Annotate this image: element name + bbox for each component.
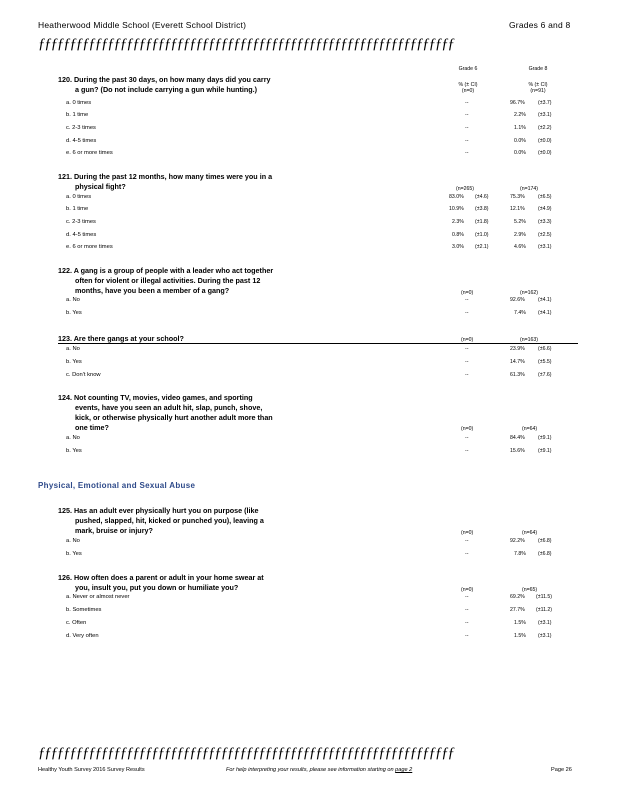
g8-ci: (±3.1): [538, 633, 552, 639]
grade6-stat: % (± CI): [458, 82, 478, 88]
g6-ci: (±2.1): [475, 244, 489, 250]
g8-ci: (±9.1): [538, 435, 552, 441]
g6-value: --: [465, 633, 469, 639]
g8-value: 7.8%: [514, 551, 526, 557]
g8-ci: (±7.6): [538, 372, 552, 378]
option-label: a. Never or almost never: [66, 594, 130, 600]
g8-n: (n=64): [522, 530, 538, 536]
section-heading: Physical, Emotional and Sexual Abuse: [38, 481, 196, 490]
g6-value: --: [465, 372, 469, 378]
g8-value: 2.2%: [514, 112, 526, 118]
g6-value: --: [465, 435, 469, 441]
g8-value: 92.2%: [510, 538, 525, 544]
option-label: a. No: [66, 297, 80, 303]
question-line: mark, bruise or injury?: [75, 526, 153, 535]
g6-n: (n=0): [461, 587, 474, 593]
g8-ci: (±3.7): [538, 100, 552, 106]
g8-ci: (±4.9): [538, 206, 552, 212]
question-121: [58, 172, 272, 192]
grade8-title: Grade 8: [528, 66, 548, 72]
g6-value: --: [465, 538, 469, 544]
option-label: a. 0 times: [66, 194, 92, 200]
g8-value: 5.2%: [514, 219, 526, 225]
header-rule: ƒƒƒƒƒƒƒƒƒƒƒƒƒƒƒƒƒƒƒƒƒƒƒƒƒƒƒƒƒƒƒƒƒƒƒƒƒƒƒƒƒƒƒƒƒƒƒƒƒƒƒƒƒƒƒƒƒƒƒƒƒƒƒƒƒƒ: [38, 36, 454, 52]
g8-ci: (±0.0): [538, 138, 552, 144]
g6-value: --: [465, 125, 469, 131]
question-line: one time?: [75, 423, 109, 432]
g6-value: --: [465, 594, 469, 600]
g8-value: 1.5%: [514, 633, 526, 639]
option-label: c. Often: [66, 620, 87, 626]
g6-value: --: [465, 607, 469, 613]
g8-ci: (±6.6): [538, 346, 552, 352]
option-label: e. 6 or more times: [66, 244, 113, 250]
g8-value: 0.0%: [514, 138, 526, 144]
question-underline: [58, 343, 578, 344]
g8-ci: (±3.3): [538, 219, 552, 225]
option-label: d. 4-5 times: [66, 138, 97, 144]
g8-value: 96.7%: [510, 100, 525, 106]
option-label: c. 2-3 times: [66, 125, 96, 131]
g8-value: 14.7%: [510, 359, 525, 365]
g6-n: (n=0): [461, 530, 474, 536]
footer-survey-name: Healthy Youth Survey 2016 Survey Results: [38, 767, 145, 773]
question-line: 125. Has an adult ever physically hurt you on purpose (like: [58, 506, 259, 515]
question-line: you, insult you, put you down or humiliate you?: [75, 583, 239, 592]
question-126: [58, 573, 264, 593]
g8-ci: (±6.5): [538, 194, 552, 200]
g8-value: 84.4%: [510, 435, 525, 441]
g8-value: 27.7%: [510, 607, 525, 613]
page-number: Page 26: [551, 767, 572, 773]
option-label: e. 6 or more times: [66, 150, 113, 156]
question-line: 123. Are there gangs at your school?: [58, 334, 184, 343]
g6-value: 83.0%: [449, 194, 464, 200]
g6-value: 2.3%: [452, 219, 464, 225]
g8-value: 92.6%: [510, 297, 525, 303]
g6-value: --: [465, 346, 469, 352]
g6-n: (n=265): [456, 186, 475, 192]
g8-ci: (±2.5): [538, 232, 552, 238]
g8-value: 61.3%: [510, 372, 525, 378]
g8-n: (n=65): [522, 587, 538, 593]
g6-value: --: [465, 620, 469, 626]
g8-n: (n=174): [520, 186, 539, 192]
g8-ci: (±3.1): [538, 620, 552, 626]
option-label: b. Yes: [66, 551, 82, 557]
g8-value: 4.6%: [514, 244, 526, 250]
question-line: 120. During the past 30 days, on how many days did you carry: [58, 75, 271, 84]
g6-value: --: [465, 448, 469, 454]
grade8-stat: % (± CI): [528, 82, 548, 88]
option-label: b. Yes: [66, 359, 82, 365]
grade6-title: Grade 6: [458, 66, 478, 72]
option-label: a. No: [66, 538, 80, 544]
grade6-n: (n=0): [461, 88, 475, 94]
option-label: c. 2-3 times: [66, 219, 96, 225]
option-label: b. Yes: [66, 448, 82, 454]
g6-value: --: [465, 359, 469, 365]
option-label: b. 1 time: [66, 206, 89, 212]
footer-help-label: For help interpreting your results, please see information starting on: [226, 767, 394, 773]
g6-ci: (±1.8): [475, 219, 489, 225]
g6-value: 0.8%: [452, 232, 464, 238]
g6-value: 3.0%: [452, 244, 464, 250]
footer-help-text: [226, 767, 412, 773]
g8-value: 12.1%: [510, 206, 525, 212]
g8-ci: (±6.8): [538, 551, 552, 557]
g8-ci: (±4.1): [538, 310, 552, 316]
question-line: a gun? (Do not include carrying a gun while hunting.): [75, 85, 258, 94]
g8-ci: (±0.0): [538, 150, 552, 156]
g8-value: 23.9%: [510, 346, 525, 352]
g6-ci: (±3.8): [475, 206, 489, 212]
g8-value: 7.4%: [514, 310, 526, 316]
option-label: c. Don't know: [66, 372, 101, 378]
g6-value: --: [465, 138, 469, 144]
school-title: Heatherwood Middle School (Everett School District): [38, 20, 247, 30]
option-label: d. 4-5 times: [66, 232, 97, 238]
g8-value: 2.9%: [514, 232, 526, 238]
footer-page-link[interactable]: page 2: [395, 767, 413, 773]
g6-value: --: [465, 112, 469, 118]
question-line: 124. Not counting TV, movies, video games, and sporting: [58, 393, 253, 402]
g6-ci: (±4.6): [475, 194, 489, 200]
g6-n: (n=0): [461, 426, 474, 432]
g6-value: --: [465, 100, 469, 106]
g8-ci: (±9.1): [538, 448, 552, 454]
g6-ci: (±1.0): [475, 232, 489, 238]
question-line: pushed, slapped, hit, kicked or punched you), leaving a: [75, 516, 264, 525]
question-line: 126. How often does a parent or adult in your home swear at: [58, 573, 264, 582]
question-line: kick, or otherwise physically hurt another adult more than: [75, 413, 273, 422]
g8-value: 1.1%: [514, 125, 526, 131]
g6-n: (n=0): [461, 337, 474, 343]
g8-ci: (±11.5): [536, 594, 553, 600]
g6-value: 10.9%: [449, 206, 464, 212]
option-label: a. 0 times: [66, 100, 92, 106]
g8-value: 0.0%: [514, 150, 526, 156]
g8-n: (n=64): [522, 426, 538, 432]
g8-value: 75.3%: [510, 194, 525, 200]
option-label: a. No: [66, 435, 80, 441]
g8-n: (n=162): [520, 290, 539, 296]
g8-value: 69.2%: [510, 594, 525, 600]
question-125: [58, 506, 264, 536]
g6-value: --: [465, 310, 469, 316]
g8-ci: (±3.1): [538, 112, 552, 118]
g8-ci: (±4.1): [538, 297, 552, 303]
option-label: b. Sometimes: [66, 607, 102, 613]
g6-value: --: [465, 150, 469, 156]
question-122: [58, 266, 273, 296]
g8-value: 15.6%: [510, 448, 525, 454]
option-label: d. Very often: [66, 633, 99, 639]
option-label: b. 1 time: [66, 112, 89, 118]
g6-value: --: [465, 297, 469, 303]
option-label: b. Yes: [66, 310, 82, 316]
question-124: [58, 393, 273, 433]
g8-ci: (±5.5): [538, 359, 552, 365]
g6-value: --: [465, 551, 469, 557]
g6-n: (n=0): [461, 290, 474, 296]
question-line: 122. A gang is a group of people with a leader who act together: [58, 266, 274, 275]
grade8-n: (n=91): [530, 88, 546, 94]
question-line: months, have you been a member of a gang?: [75, 286, 230, 295]
question-line: events, have you seen an adult hit, slap, punch, shove,: [75, 403, 263, 412]
g8-value: 1.5%: [514, 620, 526, 626]
question-120: [58, 75, 271, 95]
g8-n: (n=163): [520, 337, 539, 343]
question-line: 121. During the past 12 months, how many times were you in a: [58, 172, 273, 181]
question-line: physical fight?: [75, 182, 126, 191]
question-line: often for violent or illegal activities. During the past 12: [75, 276, 261, 285]
g8-ci: (±11.2): [536, 607, 553, 613]
grades-label: Grades 6 and 8: [509, 20, 571, 30]
g8-ci: (±2.2): [538, 125, 552, 131]
g8-ci: (±3.1): [538, 244, 552, 250]
option-label: a. No: [66, 346, 80, 352]
g8-ci: (±6.8): [538, 538, 552, 544]
footer-rule: ƒƒƒƒƒƒƒƒƒƒƒƒƒƒƒƒƒƒƒƒƒƒƒƒƒƒƒƒƒƒƒƒƒƒƒƒƒƒƒƒƒƒƒƒƒƒƒƒƒƒƒƒƒƒƒƒƒƒƒƒƒƒƒƒƒƒ: [38, 745, 454, 761]
